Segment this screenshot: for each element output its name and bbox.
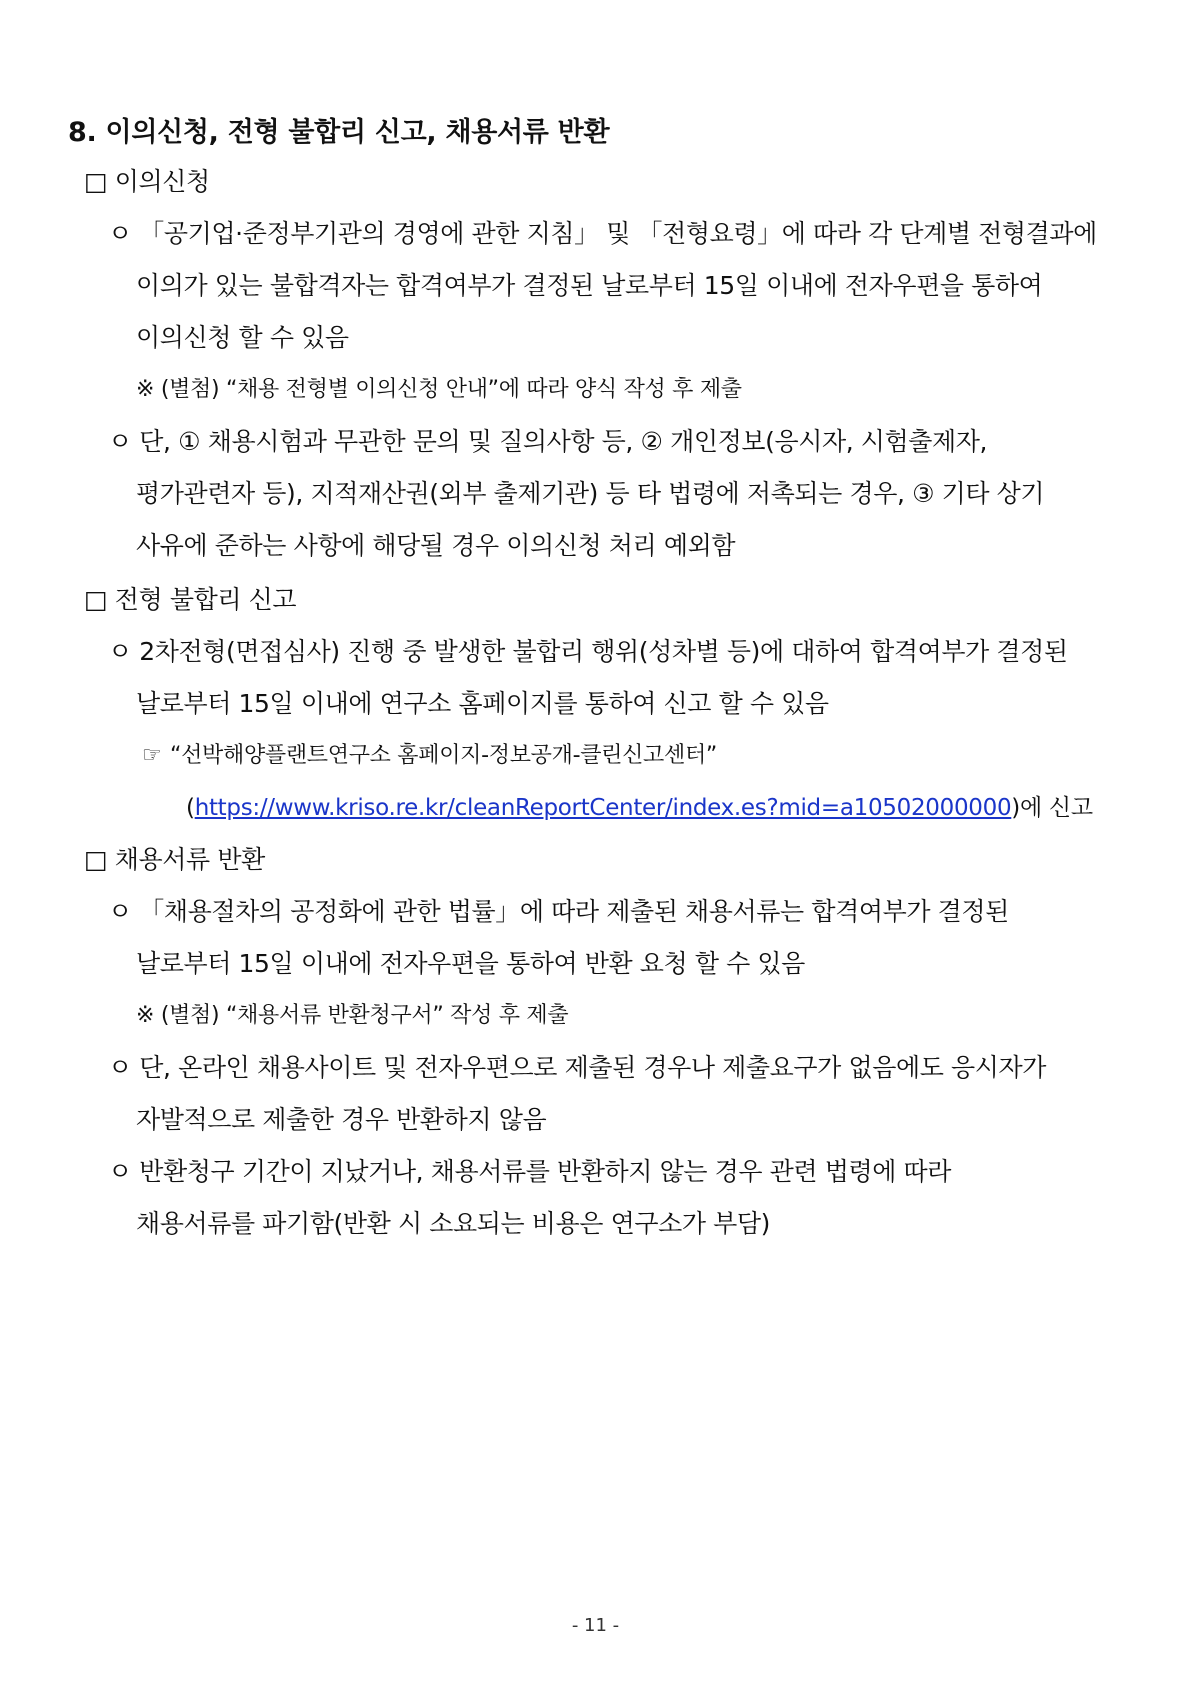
page-number: - 11 -: [571, 1615, 620, 1636]
return-bullet1-line1: ㅇ 「채용절차의 공정화에 관한 법률」에 따라 제출된 채용서류는 합격여부가 결정된: [108, 897, 1009, 926]
appeal-bullet2-line2: 평가관련자 등), 지적재산권(외부 출제기관) 등 타 법령에 저촉되는 경우, ③ 기타 상기: [136, 479, 1045, 508]
appeal-bullet1-line3: 이의신청 할 수 있음: [136, 323, 349, 352]
report-bullet1-line1: ㅇ 2차전형(면접심사) 진행 중 발생한 불합리 행위(성차별 등)에 대하여 합격여부가 결정된: [108, 637, 1068, 666]
return-bullet3-line1: ㅇ 반환청구 기간이 지났거나, 채용서류를 반환하지 않는 경우 관련 법령에 따라: [108, 1157, 952, 1186]
section-heading: 8. 이의신청, 전형 불합리 신고, 채용서류 반환: [68, 117, 610, 148]
report-site-path: “선박해양플랜트연구소 홈페이지-정보공개-클린신고센터”: [170, 743, 718, 768]
appeal-bullet2-line1: ㅇ 단, ① 채용시험과 무관한 문의 및 질의사항 등, ② 개인정보(응시자, 시험출제자,: [108, 427, 988, 456]
return-bullet2-line1: ㅇ 단, 온라인 채용사이트 및 전자우편으로 제출된 경우나 제출요구가 없음에도 응시자가: [108, 1053, 1047, 1082]
return-bullet2-line2: 자발적으로 제출한 경우 반환하지 않음: [136, 1105, 547, 1134]
appeal-bullet1-line2: 이의가 있는 불합격자는 합격여부가 결정된 날로부터 15일 이내에 전자우편을 통하여: [136, 271, 1043, 300]
report-section-title: □ 전형 불합리 신고: [84, 585, 297, 614]
url-open-paren: (: [186, 795, 195, 821]
pointing-hand-icon: ☞: [142, 743, 162, 768]
appeal-bullet2-line3: 사유에 준하는 사항에 해당될 경우 이의신청 처리 예외함: [136, 531, 736, 560]
return-bullet1-note: ※ (별첨) “채용서류 반환청구서” 작성 후 제출: [136, 1003, 569, 1028]
url-close-text: )에 신고: [1011, 795, 1093, 821]
appeal-bullet1-line1: ㅇ 「공기업·준정부기관의 경영에 관한 지침」 및 「전형요령」에 따라 각 단계별 전형결과에: [108, 219, 1097, 248]
clean-report-center-link[interactable]: https://www.kriso.re.kr/cleanReportCenter/index.es?mid=a10502000000: [194, 795, 1012, 821]
report-bullet1-line2: 날로부터 15일 이내에 연구소 홈페이지를 통하여 신고 할 수 있음: [136, 689, 829, 718]
return-bullet3-line2: 채용서류를 파기함(반환 시 소요되는 비용은 연구소가 부담): [136, 1209, 770, 1238]
report-url-line: [186, 792, 1093, 824]
appeal-section-title: □ 이의신청: [84, 167, 210, 196]
return-section-title: □ 채용서류 반환: [84, 845, 265, 874]
appeal-bullet1-note: ※ (별첨) “채용 전형별 이의신청 안내”에 따라 양식 작성 후 제출: [136, 377, 742, 402]
report-pointer-line: [142, 740, 717, 772]
return-bullet1-line2: 날로부터 15일 이내에 전자우편을 통하여 반환 요청 할 수 있음: [136, 949, 805, 978]
